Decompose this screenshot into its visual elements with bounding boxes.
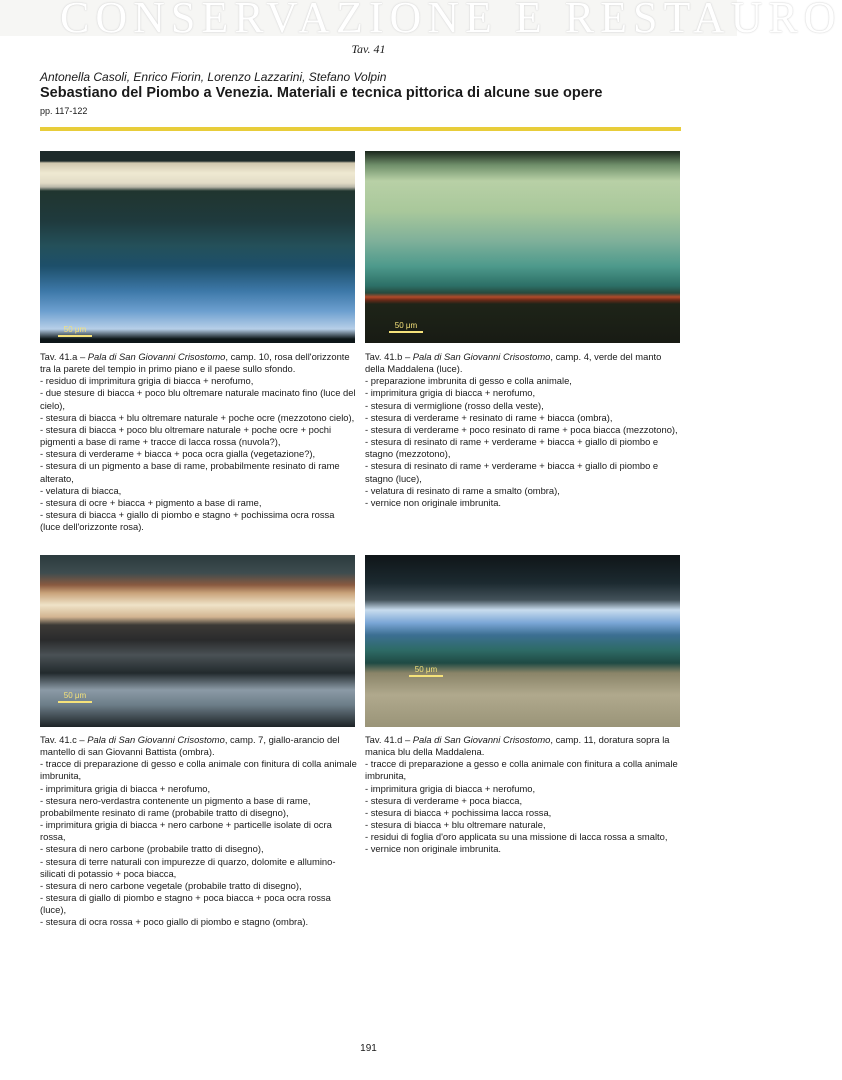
caption-c: Tav. 41.c – Pala di San Giovanni Crisostomo, camp. 7, giallo-arancio del mantello di san Giovanni Battista (ombra). - tracce di preparazione di gesso e colla animale con finitura di colla animale imbrunita, - imprimitura grigia di biacca + nerofumo, - stesura nero-verdastra contenente un pigmento a base di rame, probabilmente resinato di rame (probabile tratto di disegno), - imprimitura grigia di biacca + nero carbone + particelle isolate di ocra rossa, - stesura di nero carbone (probabile tratto di disegno), - stesura di terre naturali con impurezze di quarzo, dolomite e allumino-silicati di potassio + poca biacca, - stesura di nero carbone vegetale (probabile tratto di disegno), - stesura di giallo di piombo e stagno + poca biacca + poca ocra rossa (luce), - stesura di ocra rossa + poco giallo di piombo e stagno (ombra). (40, 734, 357, 928)
authors: Antonella Casoli, Enrico Fiorin, Lorenzo Lazzarini, Stefano Volpin (40, 70, 387, 84)
scale-bar: 50 μm (58, 691, 92, 703)
caption-line: - residui di foglia d'oro applicata su una missione di lacca rossa a smalto, (365, 831, 668, 843)
caption-line: - stesura di verderame + biacca + poca ocra gialla (vegetazione?), (40, 448, 316, 460)
caption-line: - stesura di giallo di piombo e stagno + poca biacca + poca ocra rossa (luce), (40, 892, 331, 916)
micrograph-c (40, 555, 355, 727)
caption-line: - due stesure di biacca + poco blu oltremare naturale macinato fino (luce del cielo), (40, 387, 356, 411)
caption-line: - vernice non originale imbrunita. (365, 843, 502, 855)
caption-line: - velatura di biacca, (40, 484, 122, 496)
page-number: 191 (360, 1043, 377, 1054)
scale-bar: 50 μm (389, 321, 423, 333)
caption-line: - imprimitura grigia di biacca + nerofumo, (40, 782, 211, 794)
caption-line: - stesura di biacca + giallo di piombo e stagno + pochissima ocra rossa (luce dell'orizzonte rosa). (40, 509, 335, 533)
caption-line: - stesura di biacca + blu oltremare naturale, (365, 819, 546, 831)
caption-a: Tav. 41.a – Pala di San Giovanni Crisostomo, camp. 10, rosa dell'orizzonte tra la parete del tempio in primo piano e il paese sullo sfondo. - residuo di imprimitura grigia di biacca + nerofumo, - due stesure di biacca + poco blu oltremare naturale macinato fino (luce del cielo), - stesura di biacca + blu oltremare naturale + poche ocre (mezzotono cielo), - stesura di biacca + poco blu oltremare naturale + poche ocre + pochi pigmenti a base di rame + tracce di lacca rossa (nuvola?), - stesura di verderame + biacca + poca ocra gialla (vegetazione?), - stesura di un pigmento a base di rame, probabilmente resinato di rame alterato, - velatura di biacca, - stesura di ocre + biacca + pigmento a base di rame, - stesura di biacca + giallo di piombo e stagno + pochissima ocra rossa (luce dell'orizzonte rosa). (40, 351, 356, 533)
caption-line: - stesura di biacca + pochissima lacca rossa, (365, 806, 552, 818)
caption-line: - stesura di terre naturali con impurezze di quarzo, dolomite e allumino-silicati di potassio + poca biacca, (40, 855, 336, 879)
scale-bar: 50 μm (58, 325, 92, 337)
caption-line: - tracce di preparazione di gesso e colla animale con finitura di colla animale imbrunita, (40, 758, 357, 782)
caption-line: - stesura di verderame + poco resinato di rame + poca biacca (mezzotono), (365, 423, 678, 435)
micrograph-d (365, 555, 680, 727)
caption-line: - stesura di nero carbone (probabile tratto di disegno), (40, 843, 264, 855)
caption-line: - stesura di vermiglione (rosso della veste), (365, 399, 544, 411)
article-title: Sebastiano del Piombo a Venezia. Materiali e tecnica pittorica di alcune sue opere (40, 85, 603, 101)
page-range: pp. 117-122 (40, 106, 88, 116)
caption-line: - stesura di verderame + poca biacca, (365, 794, 523, 806)
micrograph-a (40, 151, 355, 343)
caption-line: - stesura di resinato di rame + verderame + biacca + giallo di piombo e stagno (luce), (365, 460, 659, 484)
caption-line: - imprimitura grigia di biacca + nerofumo, (365, 387, 536, 399)
caption-line: - stesura di biacca + blu oltremare naturale + poche ocre (mezzotono cielo), (40, 411, 355, 423)
caption-line: - stesura di ocra rossa + poco giallo di piombo e stagno (ombra). (40, 916, 309, 928)
banner-text: CONSERVAZIONE E RESTAURO (60, 0, 842, 42)
caption-line: - stesura di biacca + poco blu oltremare naturale + poche ocre + pochi pigmenti a base di rame + tracce di lacca rossa (nuvola?), (40, 423, 332, 448)
caption-d: Tav. 41.d – Pala di San Giovanni Crisostomo, camp. 11, doratura sopra la manica blu della Maddalena. - tracce di preparazione a gesso e colla animale con finitura a colla animale imbrunita, - imprimitura grigia di biacca + nerofumo, - stesura di verderame + poca biacca, - stesura di biacca + pochissima lacca rossa, - stesura di biacca + blu oltremare naturale, - residui di foglia d'oro applicata su una missione di lacca rossa a smalto, - vernice non originale imbrunita. (365, 734, 682, 856)
caption-line: - stesura di un pigmento a base di rame, probabilmente resinato di rame alterato, (40, 460, 340, 484)
caption-line: - stesura di resinato di rame + verderame + biacca + giallo di piombo e stagno (mezzotono), (365, 436, 659, 460)
micrograph-b (365, 151, 680, 343)
caption-line: - stesura di verderame + resinato di rame + biacca (ombra), (365, 411, 613, 423)
header-banner (0, 0, 842, 42)
caption-line: - stesura di ocre + biacca + pigmento a base di rame, (40, 496, 262, 508)
caption-line: - velatura di resinato di rame a smalto (ombra), (365, 484, 560, 496)
caption-line: - imprimitura grigia di biacca + nero carbone + particelle isolate di ocra rossa, (40, 819, 332, 843)
caption-line: - stesura nero-verdastra contenente un pigmento a base di rame, probabilmente resinato di rame (probabile tratto di disegno), (40, 794, 311, 818)
caption-line: - imprimitura grigia di biacca + nerofumo, (365, 782, 536, 794)
plate-number: Tav. 41 (351, 42, 386, 56)
caption-line: - stesura di nero carbone vegetale (probabile tratto di disegno), (40, 879, 302, 891)
caption-b: Tav. 41.b – Pala di San Giovanni Crisostomo, camp. 4, verde del manto della Maddalena (luce). - preparazione imbrunita di gesso e colla animale, - imprimitura grigia di biacca + nerofumo, - stesura di vermiglione (rosso della veste), - stesura di verderame + resinato di rame + biacca (ombra), - stesura di verderame + poco resinato di rame + poca biacca (mezzotono), - stesura di resinato di rame + verderame + biacca + giallo di piombo e stagno (mezzotono), - stesura di resinato di rame + verderame + biacca + giallo di piombo e stagno (luce), - velatura di resinato di rame a smalto (ombra), - vernice non originale imbrunita. (365, 351, 682, 509)
yellow-rule (40, 127, 681, 131)
scale-bar: 50 μm (409, 665, 443, 677)
caption-line: - vernice non originale imbrunita. (365, 496, 502, 508)
caption-line: - residuo di imprimitura grigia di biacca + nerofumo, (40, 375, 254, 387)
caption-line: - preparazione imbrunita di gesso e colla animale, (365, 375, 572, 387)
caption-line: - tracce di preparazione a gesso e colla animale con finitura a colla animale imbrunita, (365, 758, 678, 782)
